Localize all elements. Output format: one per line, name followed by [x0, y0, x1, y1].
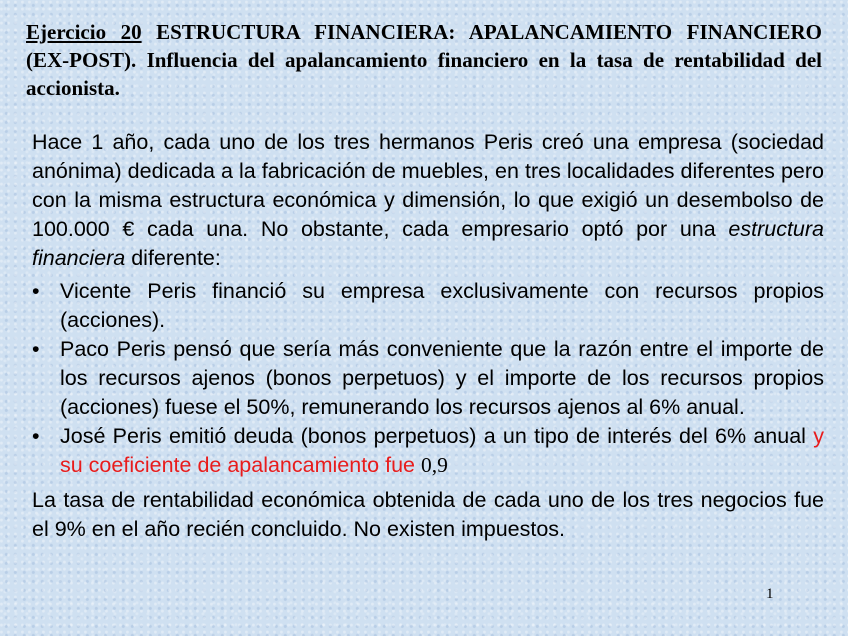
list-item-vicente — [32, 277, 824, 335]
bullet-icon: • — [32, 279, 40, 303]
bullet-icon: • — [32, 337, 40, 361]
jose-highlight: y su coeficiente de apalancamiento fue — [60, 424, 824, 477]
list-item-paco — [32, 335, 824, 422]
page-number: 1 — [766, 586, 774, 602]
intro-text-end: diferente: — [125, 246, 221, 270]
bullet-icon: • — [32, 424, 40, 448]
jose-leverage-value: 0,9 — [420, 453, 448, 477]
intro-emphasis: estructura financiera — [32, 217, 824, 270]
intro-paragraph — [32, 128, 824, 273]
exercise-title — [26, 18, 822, 102]
jose-text: José Peris emitió deuda (bonos perpetuos) a un tipo de interés del 6% anual — [60, 424, 806, 448]
closing-paragraph: La tasa de rentabilidad económica obtenida de cada uno de los tres negocios fue el 9% en el año recién concluido. No existen impuestos. — [32, 488, 824, 541]
vicente-text: Vicente Peris financió su empresa exclusivamente con recursos propios (acciones). — [60, 279, 824, 332]
exercise-body — [32, 128, 824, 544]
exercise-number: Ejercicio 20 — [26, 20, 142, 44]
intro-text: Hace 1 año, cada uno de los tres hermanos Peris creó una empresa (sociedad anónima) dedicada a la fabricación de muebles, en tres localidades diferentes pero con la misma estructura económica y dimensión, lo que exigió un desembolso de 100.000 € cada una. No obstante, cada empresario optó por una — [32, 130, 824, 241]
brothers-list — [32, 277, 824, 480]
list-item-jose — [32, 422, 824, 480]
paco-text: Paco Peris pensó que sería más conveniente que la razón entre el importe de los recursos ajenos (bonos perpetuos) y el importe de los recursos propios (acciones) fuese el 50%, remunerando los recursos ajenos al 6% anual. — [60, 337, 824, 419]
exercise-heading: ESTRUCTURA FINANCIERA: APALANCAMIENTO FINANCIERO (EX-POST). Influencia del apalancamiento financiero en la tasa de rentabilidad del accionista. — [26, 20, 823, 100]
